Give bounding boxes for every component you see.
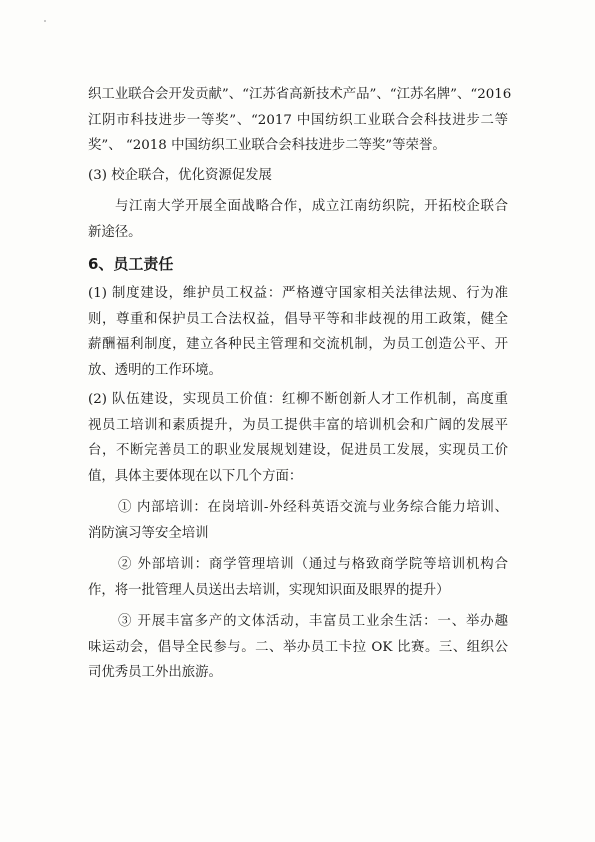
paragraph-line: 薪酬福利制度，建立各种民主管理和交流机制，为员工创造公平、开 (88, 337, 508, 352)
paragraph-line: 织工业联合会开发贡献”、“江苏省高新技术产品”、“江苏名牌”、“2016 (88, 87, 512, 102)
list-item-line: 味运动会，倡导全民参与。二、举办员工卡拉 OK 比赛。三、组织公 (88, 639, 508, 655)
paragraph-line: 与江南大学开展全面战略合作，成立江南纺织院，开拓校企联合 (115, 199, 508, 214)
list-item-line: 作，将一批管理人员送出去培训，实现知识面及眼界的提升） (88, 582, 450, 598)
paragraph-line: (2) 队伍建设，实现员工价值：红柳不断创新人才工作机制，高度重 (88, 392, 508, 407)
list-item-line: ② 外部培训：商学管理培训（通过与格致商学院等培训机构合 (118, 557, 508, 572)
paragraph-line: 视员工培训和素质提升，为员工提供丰富的培训机会和广阔的发展平 (88, 417, 508, 433)
list-item-line: ③ 开展丰富多产的文体活动，丰富员工业余生活：一、举办趣 (118, 614, 508, 629)
paragraph-line: 新途径。 (88, 224, 142, 240)
paragraph-line: (1) 制度建设，维护员工权益：严格遵守国家相关法律法规、行为准 (88, 286, 508, 301)
paragraph-line: 奖”、 “2018 中国纺织工业联合会科技进步二等奖”等荣誉。 (88, 138, 446, 153)
subsection-title: (3) 校企联合，优化资源促发展 (88, 167, 272, 183)
paragraph-line: 台，不断完善员工的职业发展规划建设，促进员工发展，实现员工价 (88, 443, 508, 458)
paragraph-line: 放、透明的工作环境。 (88, 362, 222, 378)
list-item-line: 消防演习等安全培训 (88, 525, 209, 541)
document-body (88, 82, 512, 686)
paragraph-line: 江阴市科技进步一等奖”、“2017 中国纺织工业联合会科技进步二等 (88, 112, 508, 128)
section-heading: 6、员工责任 (88, 255, 174, 273)
list-item-line: ① 内部培训：在岗培训-外经科英语交流与业务综合能力培训、 (118, 500, 508, 515)
paragraph-line: 则，尊重和保护员工合法权益，倡导平等和非歧视的用工政策，健全 (88, 311, 508, 327)
scan-speck (44, 20, 46, 22)
paragraph-line: 值，具体主要体现在以下几个方面： (88, 468, 303, 484)
list-item-line: 司优秀员工外出旅游。 (88, 665, 222, 680)
